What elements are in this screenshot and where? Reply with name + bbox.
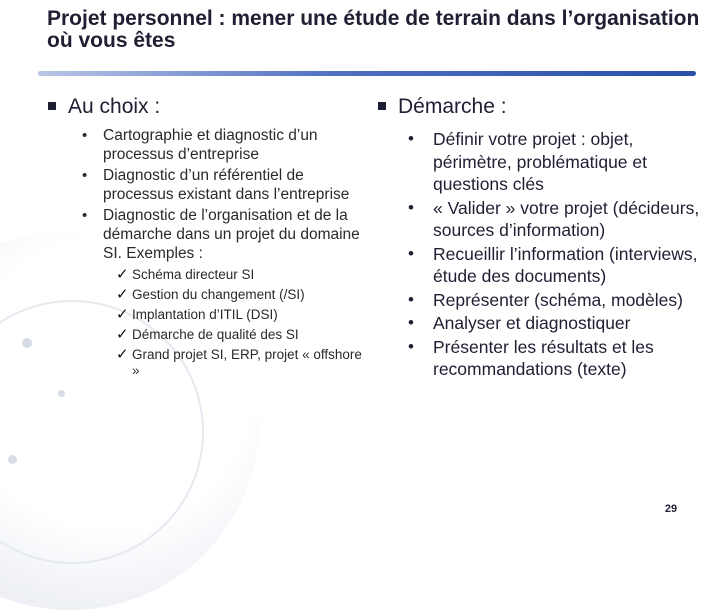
list-item [48, 166, 368, 204]
left-list [48, 126, 368, 263]
list-item-text: Diagnostic d’un référentiel de processus existant dans l’entreprise [103, 167, 350, 203]
list-item-text: Définir votre projet : objet, périmètre, problématique et questions clés [433, 129, 647, 194]
list-item [378, 197, 708, 242]
square-bullet-icon [378, 102, 386, 110]
left-heading [48, 92, 368, 122]
bullet-icon: • [82, 127, 88, 144]
list-item-text: Présenter les résultats et les recommandations (texte) [433, 336, 654, 379]
list-item [378, 243, 708, 288]
square-bullet-icon [48, 102, 56, 110]
example-item [48, 307, 368, 323]
right-heading-text: Démarche : [398, 95, 507, 118]
right-heading [378, 92, 708, 122]
example-item-text: Gestion du changement (/SI) [132, 287, 305, 302]
example-item-text: Schéma directeur SI [132, 267, 255, 282]
slide-title: Projet personnel : mener une étude de terrain dans l’organisation où vous êtes [47, 7, 700, 52]
bullet-icon: • [408, 129, 414, 148]
example-item [48, 287, 368, 303]
bullet-icon: • [82, 167, 88, 184]
title-underline [38, 71, 696, 76]
list-item-text: Analyser et diagnostiquer [433, 313, 631, 333]
page-number: 29 [664, 503, 678, 515]
list-item-text: Diagnostic de l’organisation et de la démarche dans un projet du domaine SI. Exemples : [103, 207, 360, 262]
list-item [378, 289, 708, 312]
list-item-text: Représenter (schéma, modèles) [433, 289, 683, 310]
bullet-icon: • [408, 243, 414, 263]
checkmark-icon: ✓ [116, 266, 129, 283]
example-item [48, 327, 368, 343]
checkmark-icon: ✓ [116, 326, 129, 343]
list-item [378, 128, 708, 196]
checkmark-icon: ✓ [116, 346, 129, 363]
bullet-icon: • [408, 336, 414, 356]
decor-dot [8, 455, 17, 464]
example-item-text: Grand projet SI, ERP, projet « offshore » [132, 347, 362, 378]
checkmark-icon: ✓ [116, 286, 129, 303]
list-item [378, 312, 708, 335]
decor-dot [22, 338, 32, 348]
list-item [48, 206, 368, 263]
example-item-text: Implantation d’ITIL (DSI) [132, 307, 278, 322]
example-item-text: Démarche de qualité des SI [132, 327, 299, 342]
bullet-icon: • [82, 207, 88, 224]
left-heading-text: Au choix : [68, 95, 161, 118]
example-item [48, 267, 368, 283]
examples-list [48, 267, 368, 379]
bullet-icon: • [408, 313, 414, 332]
example-item [48, 347, 368, 379]
list-item-text: « Valider » votre projet (décideurs, sources d’information) [433, 197, 700, 240]
left-column [48, 92, 368, 383]
list-item-text: Recueillir l’information (interviews, étude des documents) [433, 243, 698, 286]
right-column [378, 92, 708, 382]
right-list [378, 128, 708, 381]
list-item [48, 126, 368, 164]
list-item-text: Cartographie et diagnostic d’un processus d’entreprise [103, 127, 318, 163]
checkmark-icon: ✓ [116, 306, 129, 323]
bullet-icon: • [408, 197, 414, 217]
decor-dot [58, 390, 65, 397]
list-item [378, 336, 708, 381]
bullet-icon: • [408, 289, 414, 309]
